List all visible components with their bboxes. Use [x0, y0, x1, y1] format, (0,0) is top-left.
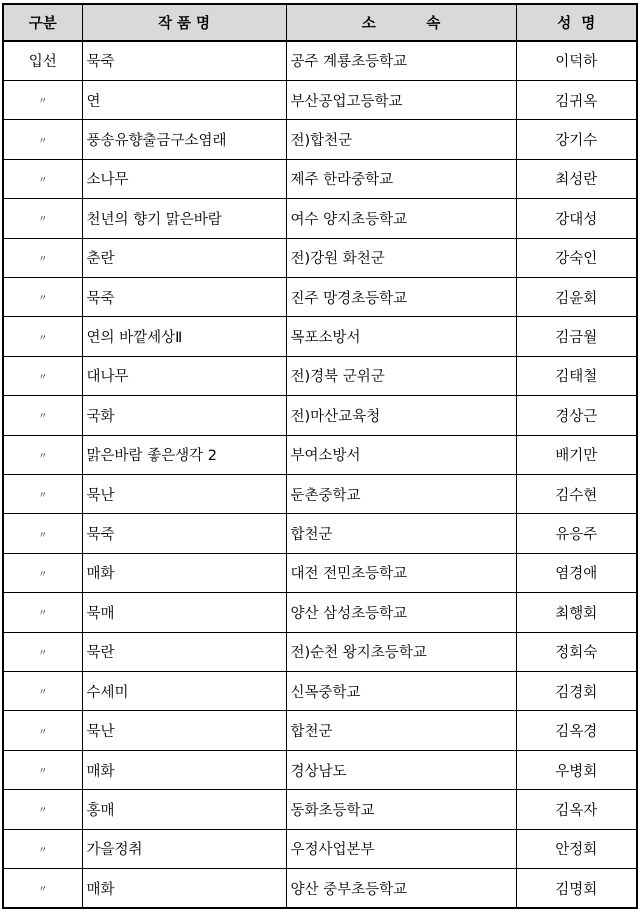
cell-name: 김경회	[516, 672, 637, 711]
cell-title: 묵란	[82, 632, 286, 671]
cell-affiliation: 부여소방서	[286, 435, 516, 474]
ditto-mark: 〃	[38, 806, 48, 817]
ditto-mark: 〃	[38, 569, 48, 580]
cell-affiliation: 우정사업본부	[286, 829, 516, 868]
cell-title: 홍매	[82, 790, 286, 829]
table-row	[3, 396, 637, 435]
table-row	[3, 790, 637, 829]
cell-name: 강대성	[516, 199, 637, 238]
cell-title: 묵난	[82, 474, 286, 513]
cell-name: 경상근	[516, 396, 637, 435]
ditto-mark: 〃	[38, 136, 48, 147]
cell-title: 대나무	[82, 356, 286, 395]
award-list-table	[2, 3, 638, 909]
header-affiliation: 소 속	[286, 4, 516, 41]
cell-title: 수세미	[82, 672, 286, 711]
cell-affiliation: 공주 계룡초등학교	[286, 41, 516, 80]
header-category: 구분	[3, 4, 82, 41]
cell-title: 맑은바람 좋은생각 2	[82, 435, 286, 474]
cell-category	[3, 396, 82, 435]
cell-category	[3, 356, 82, 395]
cell-affiliation: 목포소방서	[286, 317, 516, 356]
table-row	[3, 750, 637, 789]
cell-category	[3, 829, 82, 868]
table-row	[3, 199, 637, 238]
cell-title: 묵매	[82, 593, 286, 632]
cell-category	[3, 790, 82, 829]
ditto-mark: 〃	[38, 727, 48, 738]
cell-category	[3, 711, 82, 750]
cell-category	[3, 238, 82, 277]
table-row	[3, 277, 637, 316]
ditto-mark: 〃	[38, 215, 48, 226]
cell-category	[3, 672, 82, 711]
cell-title: 매화	[82, 750, 286, 789]
ditto-mark: 〃	[38, 333, 48, 344]
cell-affiliation: 양산 삼성초등학교	[286, 593, 516, 632]
cell-category	[3, 750, 82, 789]
ditto-mark: 〃	[38, 885, 48, 896]
ditto-mark: 〃	[38, 688, 48, 699]
ditto-mark: 〃	[38, 97, 48, 108]
cell-name: 최행회	[516, 593, 637, 632]
cell-name: 강기수	[516, 120, 637, 159]
cell-affiliation: 제주 한라중학교	[286, 159, 516, 198]
table-row	[3, 829, 637, 868]
cell-title: 연	[82, 80, 286, 119]
cell-name: 배기만	[516, 435, 637, 474]
cell-category	[3, 199, 82, 238]
cell-title: 묵죽	[82, 41, 286, 80]
cell-title: 매화	[82, 553, 286, 592]
cell-category	[3, 869, 82, 908]
ditto-mark: 〃	[38, 254, 48, 265]
cell-name: 김금월	[516, 317, 637, 356]
cell-category	[3, 553, 82, 592]
cell-title: 가을정취	[82, 829, 286, 868]
table-row	[3, 41, 637, 80]
ditto-mark: 〃	[38, 451, 48, 462]
cell-name: 우병회	[516, 750, 637, 789]
cell-category	[3, 435, 82, 474]
table-body	[3, 41, 637, 908]
cell-affiliation: 둔촌중학교	[286, 474, 516, 513]
cell-category	[3, 277, 82, 316]
cell-name: 유응주	[516, 514, 637, 553]
header-name: 성 명	[516, 4, 637, 41]
cell-name: 정회숙	[516, 632, 637, 671]
cell-affiliation: 합천군	[286, 711, 516, 750]
ditto-mark: 〃	[38, 648, 48, 659]
table-row	[3, 672, 637, 711]
table-row	[3, 356, 637, 395]
cell-affiliation: 전)마산교육청	[286, 396, 516, 435]
cell-title: 춘란	[82, 238, 286, 277]
cell-category	[3, 80, 82, 119]
table-row	[3, 553, 637, 592]
cell-title: 풍송유향출금구소염래	[82, 120, 286, 159]
table-row	[3, 80, 637, 119]
cell-name: 김귀옥	[516, 80, 637, 119]
cell-category	[3, 317, 82, 356]
cell-category	[3, 474, 82, 513]
header-row	[3, 4, 637, 41]
cell-affiliation: 전)순천 왕지초등학교	[286, 632, 516, 671]
cell-title: 국화	[82, 396, 286, 435]
cell-affiliation: 전)합천군	[286, 120, 516, 159]
cell-category	[3, 593, 82, 632]
cell-affiliation: 진주 망경초등학교	[286, 277, 516, 316]
table-row	[3, 120, 637, 159]
table-row	[3, 435, 637, 474]
cell-title: 연의 바깥세상Ⅱ	[82, 317, 286, 356]
table-row	[3, 317, 637, 356]
ditto-mark: 〃	[38, 175, 48, 186]
cell-affiliation: 여수 양지초등학교	[286, 199, 516, 238]
cell-title: 소나무	[82, 159, 286, 198]
table-row	[3, 869, 637, 908]
cell-category	[3, 120, 82, 159]
ditto-mark: 〃	[38, 412, 48, 423]
cell-category	[3, 514, 82, 553]
cell-affiliation: 양산 중부초등학교	[286, 869, 516, 908]
cell-affiliation: 경상남도	[286, 750, 516, 789]
table-row	[3, 514, 637, 553]
ditto-mark: 〃	[38, 767, 48, 778]
table-row	[3, 238, 637, 277]
cell-title: 묵죽	[82, 514, 286, 553]
cell-name: 김윤회	[516, 277, 637, 316]
table-row	[3, 711, 637, 750]
table-row	[3, 474, 637, 513]
cell-name: 김수현	[516, 474, 637, 513]
cell-affiliation: 전)경북 군위군	[286, 356, 516, 395]
cell-name: 염경애	[516, 553, 637, 592]
cell-category: 입선	[3, 41, 82, 80]
cell-category	[3, 632, 82, 671]
cell-name: 김옥경	[516, 711, 637, 750]
cell-title: 천년의 향기 맑은바람	[82, 199, 286, 238]
ditto-mark: 〃	[38, 609, 48, 620]
cell-title: 매화	[82, 869, 286, 908]
table-row	[3, 159, 637, 198]
cell-name: 김명회	[516, 869, 637, 908]
cell-affiliation: 전)강원 화천군	[286, 238, 516, 277]
cell-name: 최성란	[516, 159, 637, 198]
cell-affiliation: 부산공업고등학교	[286, 80, 516, 119]
ditto-mark: 〃	[38, 491, 48, 502]
cell-affiliation: 신목중학교	[286, 672, 516, 711]
table-row	[3, 632, 637, 671]
cell-name: 김태철	[516, 356, 637, 395]
ditto-mark: 〃	[38, 294, 48, 305]
table-row	[3, 593, 637, 632]
cell-affiliation: 대전 전민초등학교	[286, 553, 516, 592]
header-title: 작 품 명	[82, 4, 286, 41]
cell-name: 김옥자	[516, 790, 637, 829]
cell-affiliation: 합천군	[286, 514, 516, 553]
cell-title: 묵죽	[82, 277, 286, 316]
cell-affiliation: 동화초등학교	[286, 790, 516, 829]
ditto-mark: 〃	[38, 845, 48, 856]
cell-title: 묵난	[82, 711, 286, 750]
cell-name: 강숙인	[516, 238, 637, 277]
cell-category	[3, 159, 82, 198]
ditto-mark: 〃	[38, 530, 48, 541]
ditto-mark: 〃	[38, 372, 48, 383]
cell-name: 안정회	[516, 829, 637, 868]
cell-name: 이덕하	[516, 41, 637, 80]
